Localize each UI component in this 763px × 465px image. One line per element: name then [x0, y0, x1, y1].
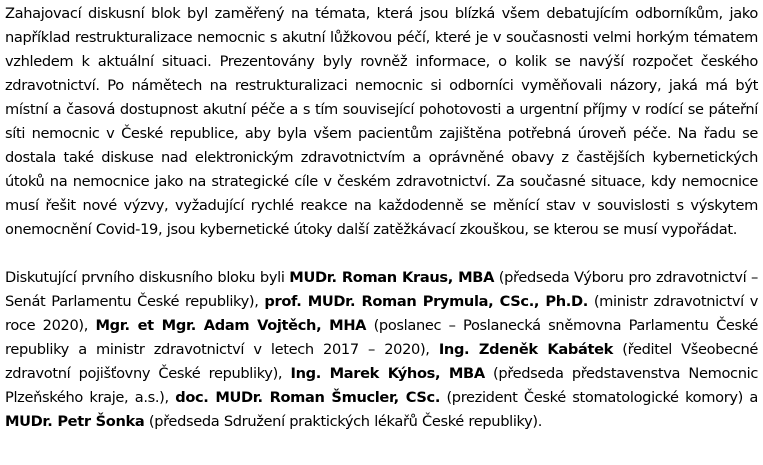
speaker-name-kabatek: Ing. Zdeněk Kabátek — [438, 341, 614, 358]
speaker-name-kraus: MUDr. Roman Kraus, MBA — [289, 269, 495, 286]
speaker-role-smucler: (prezident České stomatologické komory) a — [440, 389, 758, 406]
speaker-name-sonka: MUDr. Petr Šonka — [5, 413, 145, 430]
speaker-role-kabatek: (ředitel Všeobecné zdravotní pojišťovny České republiky), — [5, 341, 758, 382]
speaker-name-kyhos: Ing. Marek Kýhos, MBA — [290, 365, 485, 382]
speaker-name-prymula: prof. MUDr. Roman Prymula, CSc., Ph.D. — [264, 293, 588, 310]
speakers-intro: Diskutující prvního diskusního bloku byli — [5, 269, 290, 286]
speaker-name-vojtech: Mgr. et Mgr. Adam Vojtěch, MHA — [95, 317, 367, 334]
speaker-role-vojtech: (poslanec – Poslanecká sněmovna Parlamentu České republiky a ministr zdravotnictví v letech 2017 – 2020), — [5, 317, 759, 358]
speaker-role-prymula: (ministr zdravotnictví v roce 2020), — [5, 293, 759, 334]
paragraph-intro: Zahajovací diskusní blok byl zaměřený na témata, která jsou blízká všem debatujícím odborníkům, jako například restrukturalizace nemocnic s akutní lůžkovou péčí, které je v současnosti velmi horkým tématem vzhledem k aktuální situaci. Prezentovány byly rovněž informace, o kolik se navýší rozpočet českého zdravotnictví. Po námětech na restrukturalizaci nemocnic si odborníci vyměňovali názory, jaká má být místní a časová dostupnost akutní péče a s tím související pohotovosti a urgentní příjmy v rodící se páteřní síti nemocnic v České republice, aby byla všem pacientům zajištěna potřebná úroveň péče. Na řadu se dostala také diskuse nad elektronickým zdravotnictvím a oprávněné obavy z častějších kybernetických útoků na nemocnice jako na strategické cíle v českém zdravotnictví. Za současné situace, kdy nemocnice musí řešit nové výzvy, vyžadující rychlé reakce na každodenně se měnící stav v souvislosti s výskytem onemocnění Covid-19, jsou kybernetické útoky další zatěžkávací zkouškou, se kterou se musí vypořádat. — [5, 5, 758, 238]
speaker-role-kraus: (předseda Výboru pro zdravotnictví – Senát Parlamentu České republiky), — [5, 269, 758, 310]
speaker-role-kyhos: (předseda představenstva Nemocnic Plzeňského kraje, a.s.), — [5, 365, 758, 406]
speaker-role-sonka: (předseda Sdružení praktických lékařů České republiky). — [144, 413, 543, 430]
paragraph-speakers — [5, 266, 758, 434]
speaker-name-smucler: doc. MUDr. Roman Šmucler, CSc. — [175, 389, 441, 406]
document-body — [5, 2, 758, 434]
